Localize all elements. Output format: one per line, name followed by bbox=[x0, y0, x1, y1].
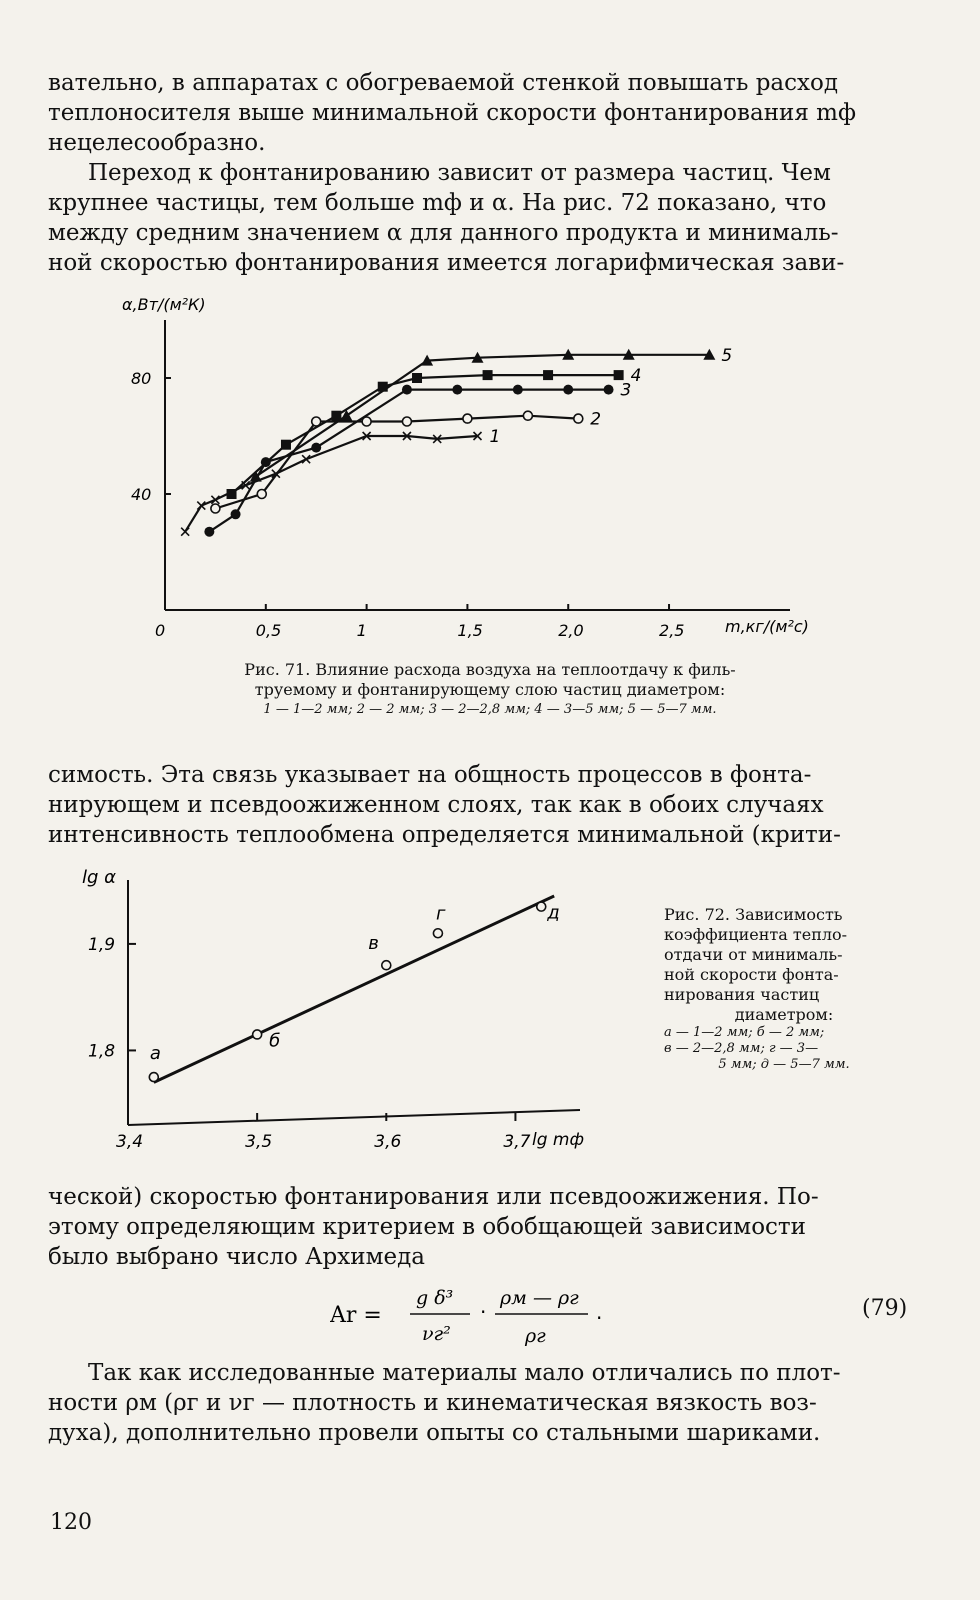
paragraph-2 bbox=[48, 158, 908, 278]
fig71-point-series-2 bbox=[523, 411, 532, 420]
fig71-point-series-3 bbox=[261, 457, 271, 467]
caption-line: отдачи от минималь- bbox=[664, 945, 843, 964]
text-line: ческой) скоростью фонтанирования или псевдоожижения. По- bbox=[48, 1184, 819, 1210]
caption-line: диаметром: bbox=[734, 1005, 834, 1024]
fig71-curve-labels bbox=[490, 346, 733, 447]
caption-line: ной скорости фонта- bbox=[664, 965, 839, 984]
fig71-x-tick-label: 0,5 bbox=[255, 621, 282, 640]
fig71-point-series-3 bbox=[231, 509, 241, 519]
fig71-x-label: m,кг/(м²с) bbox=[725, 617, 809, 636]
text-line: симость. Эта связь указывает на общность процессов в фонта- bbox=[48, 762, 812, 788]
caption-legend: 5 мм; д — 5—7 мм. bbox=[718, 1057, 850, 1072]
fig72-x-tick-label: 3,7 bbox=[503, 1132, 531, 1152]
figure-72-caption bbox=[664, 905, 904, 1073]
fig72-plot bbox=[149, 896, 559, 1082]
fig72-point-label: б bbox=[269, 1030, 281, 1052]
fig72-x-tick-label: 3,4 bbox=[116, 1132, 144, 1152]
fig71-point-series-3 bbox=[563, 385, 573, 395]
fig71-point-series-4 bbox=[483, 370, 493, 380]
caption-line: Рис. 72. Зависимость bbox=[664, 905, 843, 924]
fig71-x-tick-label: 2,0 bbox=[558, 621, 584, 640]
fig72-point-а bbox=[149, 1073, 158, 1082]
formula-dot: · bbox=[480, 1300, 487, 1324]
caption-line: нирования частиц bbox=[664, 985, 820, 1004]
fig71-point-series-3 bbox=[204, 527, 214, 537]
fig71-point-series-2 bbox=[362, 417, 371, 426]
text-line: этому определяющим критерием в обобщающей зависимости bbox=[48, 1214, 806, 1240]
paragraph-3 bbox=[48, 760, 908, 850]
figure-71-caption bbox=[110, 660, 870, 720]
figure-72-chart bbox=[70, 855, 610, 1155]
fig71-point-series-3 bbox=[452, 385, 462, 395]
fig71-point-series-3 bbox=[402, 385, 412, 395]
text-line: было выбрано число Архимеда bbox=[48, 1244, 425, 1270]
fig71-curve-label: 3 bbox=[620, 380, 632, 401]
fig71-y-tick-label: 40 bbox=[131, 485, 152, 504]
formula-lhs: Ar = bbox=[330, 1303, 382, 1328]
fig71-point-series-2 bbox=[211, 504, 220, 513]
fig71-curve-label: 5 bbox=[721, 345, 733, 366]
fig72-fit-line bbox=[154, 896, 554, 1082]
formula-79 bbox=[330, 1282, 630, 1352]
fig71-axes bbox=[165, 320, 790, 610]
fig71-series-line-4 bbox=[232, 375, 619, 494]
fig71-x-tick-label: 1,5 bbox=[457, 621, 483, 640]
fig72-y-tick-label: 1,8 bbox=[88, 1041, 116, 1062]
text-line: нирующем и псевдоожиженном слоях, так как в обоих случаях bbox=[48, 792, 824, 818]
fig72-x-tick-label: 3,5 bbox=[245, 1132, 273, 1152]
fig72-y-label: lg α bbox=[82, 867, 117, 888]
fig72-point-в bbox=[382, 961, 391, 970]
fig71-point-series-4 bbox=[543, 370, 553, 380]
fig71-point-series-4 bbox=[227, 489, 237, 499]
formula-dot: . bbox=[596, 1300, 603, 1324]
text-line: Так как исследованные материалы мало отличались по плот- bbox=[88, 1360, 841, 1386]
fig72-x-axis bbox=[128, 1110, 580, 1125]
fig71-x-tick-label: 1 bbox=[356, 621, 367, 640]
caption-legend: а — 1—2 мм; б — 2 мм; bbox=[664, 1025, 825, 1040]
caption-title: Рис. 71. Влияние расхода воздуха на теплоотдачу к филь- bbox=[244, 660, 736, 679]
paragraph-1 bbox=[48, 68, 908, 158]
fig71-point-series-3 bbox=[604, 385, 614, 395]
fig72-point-label: а bbox=[149, 1043, 161, 1065]
formula-den2: ρг bbox=[525, 1325, 546, 1347]
fig71-point-series-4 bbox=[412, 373, 422, 383]
fig71-y-tick-label: 80 bbox=[131, 369, 152, 388]
fig72-point-г bbox=[433, 929, 442, 938]
fig71-point-series-2 bbox=[312, 417, 321, 426]
text-line: ности ρм (ρг и νг — плотность и кинематическая вязкость воз- bbox=[48, 1390, 817, 1416]
fig72-y-tick-label: 1,9 bbox=[88, 934, 116, 955]
paragraph-4 bbox=[48, 1182, 908, 1272]
fig71-point-series-3 bbox=[513, 385, 523, 395]
fig71-curve-label: 2 bbox=[590, 409, 602, 430]
fig71-point-series-4 bbox=[614, 370, 624, 380]
text-line: интенсивность теплообмена определяется минимальной (крити- bbox=[48, 822, 841, 848]
fig71-point-series-3 bbox=[311, 443, 321, 453]
fig72-x-label: lg mф bbox=[532, 1130, 585, 1150]
fig71-curve-label: 4 bbox=[630, 366, 642, 387]
paragraph-5 bbox=[48, 1358, 908, 1448]
caption-line: труемому и фонтанирующему слою частиц диаметром: bbox=[254, 680, 726, 699]
fig72-x-tick-label: 3,6 bbox=[374, 1132, 402, 1152]
text-line: духа), дополнительно провели опыты со стальными шариками. bbox=[48, 1420, 821, 1446]
fig71-point-series-4 bbox=[378, 382, 388, 392]
fig71-curve-label: 1 bbox=[489, 427, 501, 447]
fig71-x-tick-label: 2,5 bbox=[659, 621, 685, 640]
formula-num2: ρм — ρг bbox=[500, 1287, 579, 1309]
fig72-point-б bbox=[253, 1030, 262, 1039]
fig71-point-series-1 bbox=[181, 528, 189, 536]
formula-den1: νг² bbox=[422, 1323, 451, 1345]
text-line: Переход к фонтанированию зависит от размера частиц. Чем bbox=[88, 160, 831, 186]
fig71-point-series-4 bbox=[331, 411, 341, 421]
fig71-point-series-2 bbox=[257, 490, 266, 499]
text-line: ной скоростью фонтанирования имеется логарифмическая зави- bbox=[48, 250, 845, 276]
equation-number: (79) bbox=[862, 1296, 908, 1321]
fig72-point-label: д bbox=[547, 902, 560, 924]
text-line: вательно, в аппаратах с обогреваемой стенкой повышать расход bbox=[48, 70, 838, 96]
caption-line: коэффициента тепло- bbox=[664, 925, 848, 944]
fig72-point-д bbox=[537, 902, 546, 911]
fig71-point-series-2 bbox=[574, 414, 583, 423]
formula-num1: g δ³ bbox=[416, 1287, 454, 1309]
fig71-point-series-4 bbox=[281, 440, 291, 450]
text-line: нецелесообразно. bbox=[48, 130, 266, 156]
page-number: 120 bbox=[50, 1510, 92, 1535]
fig71-point-series-2 bbox=[463, 414, 472, 423]
figure-71-chart bbox=[110, 280, 830, 650]
fig72-point-label: г bbox=[435, 903, 446, 925]
text-line: между средним значением α для данного продукта и минималь- bbox=[48, 220, 839, 246]
fig71-y-label: α,Вт/(м²К) bbox=[122, 295, 206, 314]
caption-legend: в — 2—2,8 мм; г — 3— bbox=[664, 1041, 819, 1056]
text-line: крупнее частицы, тем больше mф и α. На рис. 72 показано, что bbox=[48, 190, 827, 216]
fig71-x-tick-label: 0 bbox=[155, 621, 166, 640]
fig72-point-label: в bbox=[368, 933, 379, 955]
text-line: теплоносителя выше минимальной скорости фонтанирования mф bbox=[48, 100, 856, 126]
fig71-point-series-2 bbox=[402, 417, 411, 426]
caption-legend: 1 — 1—2 мм; 2 — 2 мм; 3 — 2—2,8 мм; 4 — 3—5 мм; 5 — 5—7 мм. bbox=[263, 702, 717, 717]
